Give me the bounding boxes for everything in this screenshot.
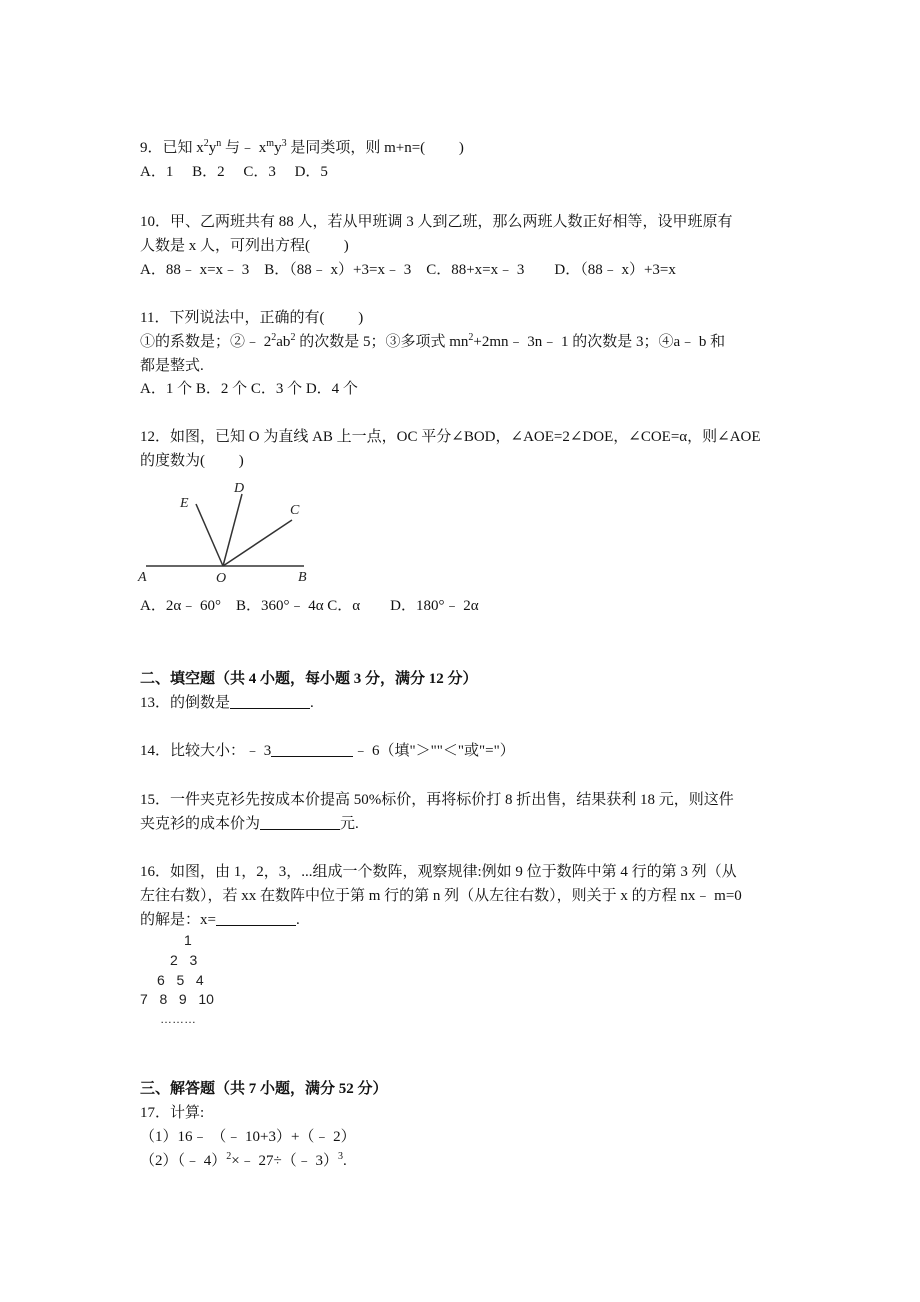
label-e: E [180, 496, 189, 511]
array-dots: ……… [160, 1012, 196, 1026]
label-b: B [298, 570, 307, 585]
array-row-2: 2 3 [170, 952, 198, 968]
q17-part1: （1）16﹣ （﹣ 10+3）+（﹣ 2） [140, 1129, 356, 1145]
q12-line1: 12．如图，已知 O 为直线 AB 上一点，OC 平分∠BOD，∠AOE=2∠DOE，∠COE=α，则∠AOE [140, 429, 761, 445]
label-o: O [216, 571, 227, 586]
q11-options: A．1 个 B．2 个 C．3 个 D．4 个 [140, 381, 358, 397]
q14-answer-blank[interactable] [271, 742, 353, 757]
q11-line3: 都是整式. [140, 358, 204, 374]
array-row-4: 7 8 9 10 [140, 991, 214, 1007]
q16-line2: 左往右数），若 xx 在数阵中位于第 m 行的第 n 列（从左往右数），则关于 x 的方程 nx﹣ m=0 [140, 888, 742, 904]
q11-line1: 11．下列说法中，正确的有( ) [140, 310, 364, 326]
q16-line3: 的解是：x= . [140, 912, 300, 928]
q11-line2: ①的系数是；②﹣ $2^2ab^2$ 的次数是 5；③多项式 $mn^2+2mn﹣$ 3n﹣ 1 的次数是 3；④a﹣ b 和 [140, 332, 726, 350]
label-c: C [290, 503, 300, 518]
q12-line2: 的度数为( ) [140, 453, 244, 469]
q12-angle-figure [130, 476, 330, 588]
q13: 13．的倒数是 . [140, 695, 314, 711]
ray-oe [196, 504, 223, 566]
section3-heading: 三、解答题（共 7 小题，满分 52 分） [140, 1081, 388, 1097]
q15-line2: 夹克衫的成本价为 元. [140, 816, 359, 832]
q16-answer-blank[interactable] [216, 911, 296, 926]
section2-heading: 二、填空题（共 4 小题，每小题 3 分，满分 12 分） [140, 671, 478, 687]
array-row-1: 1 [184, 932, 192, 948]
q10-line1: 10．甲、乙两班共有 88 人，若从甲班调 3 人到乙班，那么两班人数正好相等，设甲班原有 [140, 214, 733, 230]
q10-options: A．88﹣ x=x﹣ 3 B．（88﹣ x）+3=x﹣ 3 C．88+x=x﹣ 3 D．（88﹣ x）+3=x [140, 262, 676, 278]
label-a: A [138, 570, 147, 585]
q9-stem: 9．已知 $x^2y^n$ 与﹣ $x^my^3$ 是同类项，则 m+n=( ) [140, 138, 464, 156]
q15-answer-blank[interactable] [260, 815, 340, 830]
array-row-3: 6 5 4 [157, 972, 204, 988]
q13-answer-blank[interactable] [230, 694, 310, 709]
q16-line1: 16．如图，由 1，2，3，...组成一个数阵，观察规律:例如 9 位于数阵中第 4 行的第 3 列（从 [140, 864, 737, 880]
label-d: D [234, 481, 245, 496]
q12-options: A．2α﹣ 60° B．360°﹣ 4α C．α D．180°﹣ 2α [140, 598, 479, 614]
q14: 14．比较大小：﹣ 3 ﹣ 6（填"＞""＜"或"="） [140, 743, 515, 759]
q9-options: A．1 B．2 C．3 D．5 [140, 164, 328, 180]
q15-line1: 15．一件夹克衫先按成本价提高 50%标价，再将标价打 8 折出售，结果获利 18 元，则这件 [140, 792, 734, 808]
q10-line2: 人数是 x 人，可列出方程( ) [140, 238, 349, 254]
q17-part2: （2）（﹣ 4）$^2$×﹣ 27÷（﹣ 3）$^3$. [140, 1151, 347, 1169]
q17-stem: 17．计算: [140, 1105, 205, 1121]
